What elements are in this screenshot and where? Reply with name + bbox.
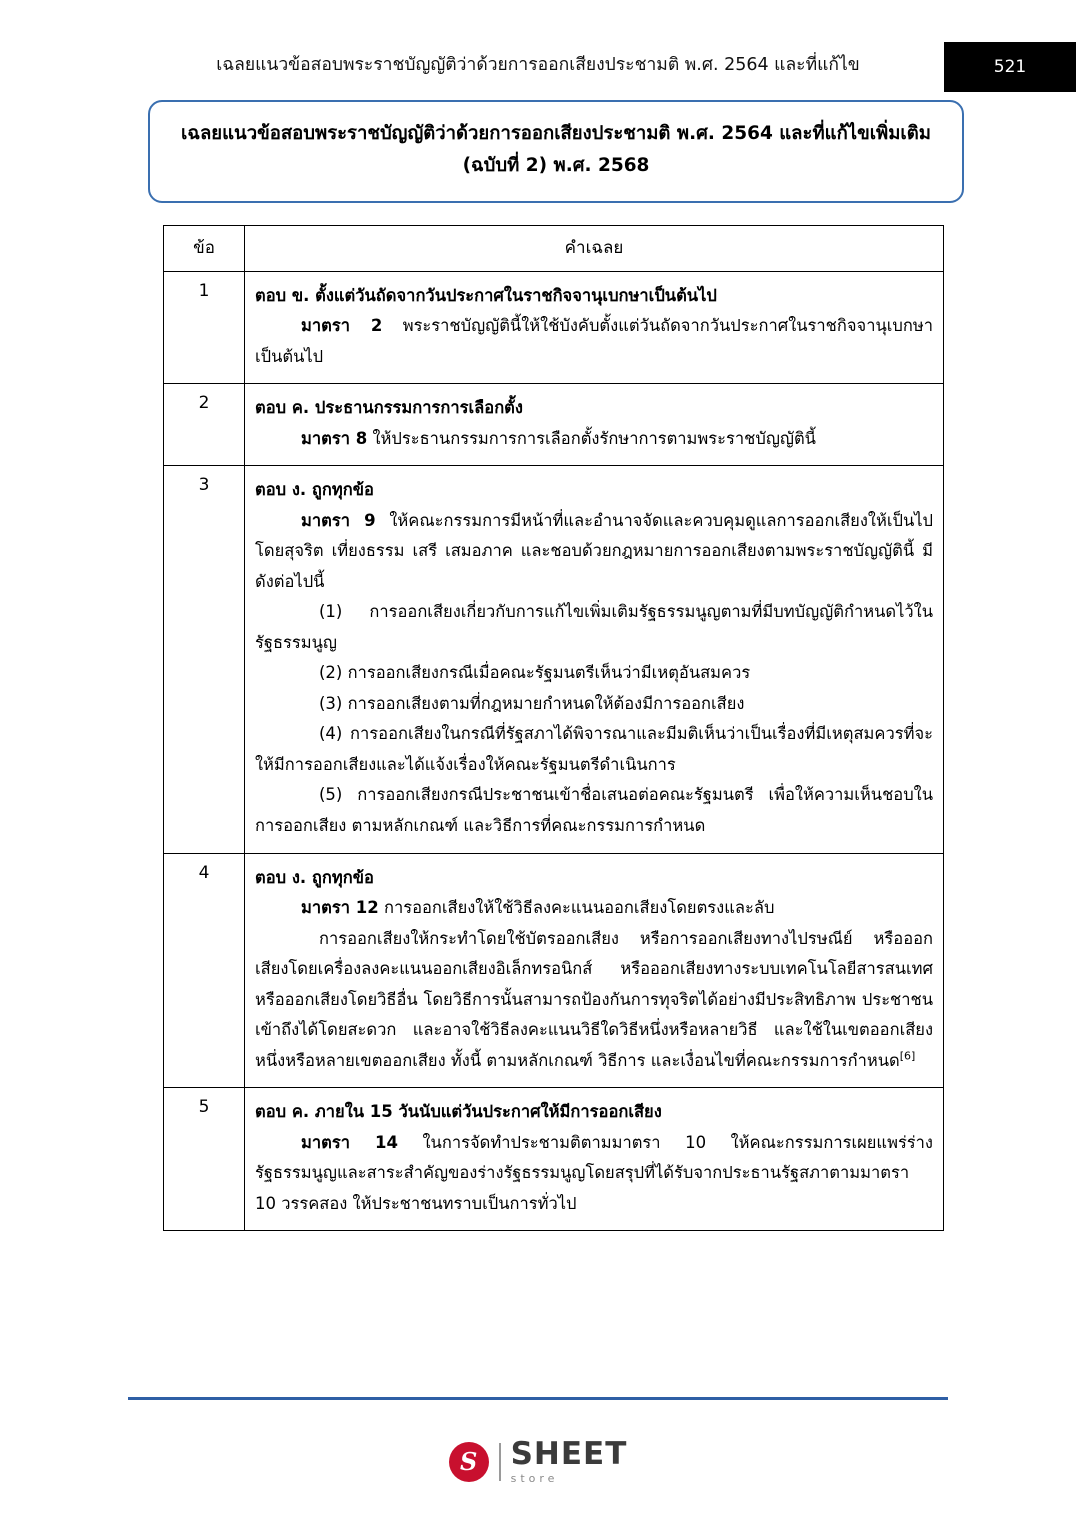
sheet-store-logo-icon: S [449, 1442, 489, 1482]
law-section-label: มาตรา 9 [301, 510, 376, 530]
paragraph-text: (3) การออกเสียงตามที่กฎหมายกำหนดให้ต้องมีการออกเสียง [319, 693, 745, 713]
answer-paragraph [255, 924, 933, 1077]
document-title-line-2: (ฉบับที่ 2) พ.ศ. 2568 [462, 155, 650, 177]
logo-sub-text: store [510, 1472, 559, 1485]
paragraph-text: พระราชบัญญัตินี้ให้ใช้บังคับตั้งแต่วันถัดจากวันประกาศในราชกิจจานุเบกษาเป็นต้นไป [255, 316, 933, 366]
paragraph-text: การออกเสียงให้กระทำโดยใช้บัตรออกเสียง หรือการออกเสียงทางไปรษณีย์ หรือออกเสียงโดยเครื่องลงคะแนนออกเสียงอิเล็กทรอนิกส์ หรือออกเสียงทางระบบเทคโนโลยีสารสนเทศ หรือออกเสียงโดยวิธีอื่น โดยวิธีการนั้นสามารถป้องกันการทุจริตได้อย่างมีประสิทธิภาพ ประชาชนเข้าถึงได้โดยสะดวก และอาจใช้วิธีลงคะแนนวิธีใดวิธีหนึ่งหรือหลายวิธี และใช้ในเขตออกเสียงหนึ่งหรือหลายเขตออกเสียง ทั้งนี้ ตามหลักเกณฑ์ วิธีการ และเงื่อนไขที่คณะกรรมการกำหนด [255, 928, 933, 1070]
answer-paragraph [255, 893, 933, 924]
paragraph-text: (4) การออกเสียงในกรณีที่รัฐสภาได้พิจารณาและมีมติเห็นว่าเป็นเรื่องที่มีเหตุสมควรที่จะให้มีการออกเสียงและได้แจ้งเรื่องให้คณะรัฐมนตรีดำเนินการ [255, 724, 933, 774]
law-section-label: มาตรา 8 [301, 428, 368, 448]
table-row [164, 466, 944, 853]
answer-cell [245, 853, 944, 1088]
footer-logo [0, 1436, 1076, 1485]
paragraph-text: ให้ประธานกรรมการการเลือกตั้งรักษาการตามพระราชบัญญัตินี้ [367, 428, 816, 448]
table-header-row [164, 225, 944, 271]
answer-paragraph [255, 658, 933, 689]
row-number: 5 [164, 1088, 245, 1231]
column-header-no: ข้อ [164, 225, 245, 271]
paragraph-text: (5) การออกเสียงกรณีประชาชนเข้าชื่อเสนอต่อคณะรัฐมนตรี เพื่อให้ความเห็นชอบในการออกเสียง ตามหลักเกณฑ์ และวิธีการที่คณะกรรมการกำหนด [255, 785, 933, 835]
row-number: 4 [164, 853, 245, 1088]
answer-paragraph [255, 1128, 933, 1220]
answer-heading: ตอบ ค. ประธานกรรมการการเลือกตั้ง [255, 398, 523, 418]
answer-paragraph [255, 597, 933, 658]
answer-paragraph [255, 424, 933, 455]
paragraph-text: (2) การออกเสียงกรณีเมื่อคณะรัฐมนตรีเห็นว่ามีเหตุอันสมควร [319, 663, 751, 683]
answer-cell [245, 466, 944, 853]
table-body [164, 271, 944, 1230]
row-number: 1 [164, 271, 245, 384]
answer-heading: ตอบ ง. ถูกทุกข้อ [255, 867, 374, 887]
law-section-label: มาตรา 14 [301, 1132, 398, 1152]
answer-cell [245, 1088, 944, 1231]
answer-heading: ตอบ ค. ภายใน 15 วันนับแต่วันประกาศให้มีการออกเสียง [255, 1102, 662, 1122]
logo-divider [499, 1443, 501, 1481]
answer-cell [245, 384, 944, 466]
document-title-line-1: เฉลยแนวข้อสอบพระราชบัญญัติว่าด้วยการออกเสียงประชามติ พ.ศ. 2564 และที่แก้ไขเพิ่มเติม [181, 123, 931, 144]
logo-main-text: SHEET [510, 1436, 628, 1472]
answer-cell [245, 271, 944, 384]
document-title-box [148, 100, 964, 203]
answer-heading: ตอบ ข. ตั้งแต่วันถัดจากวันประกาศในราชกิจจานุเบกษาเป็นต้นไป [255, 285, 717, 305]
page-number-badge: 521 [944, 42, 1076, 92]
row-number: 3 [164, 466, 245, 853]
answer-paragraph [255, 689, 933, 720]
table-row [164, 853, 944, 1088]
answer-key-table [163, 225, 944, 1231]
answer-paragraph [255, 719, 933, 780]
answer-heading: ตอบ ง. ถูกทุกข้อ [255, 480, 374, 500]
paragraph-text: การออกเสียงให้ใช้วิธีลงคะแนนออกเสียงโดยตรงและลับ [378, 898, 775, 918]
answer-paragraph [255, 311, 933, 372]
table-row [164, 271, 944, 384]
running-header-title: เฉลยแนวข้อสอบพระราชบัญญัติว่าด้วยการออกเสียงประชามติ พ.ศ. 2564 และที่แก้ไข [216, 55, 860, 75]
law-section-label: มาตรา 2 [301, 316, 383, 336]
row-number: 2 [164, 384, 245, 466]
page-header [0, 0, 1076, 77]
answer-paragraph [255, 506, 933, 598]
paragraph-text: ให้คณะกรรมการมีหน้าที่และอำนาจจัดและควบคุมดูแลการออกเสียงให้เป็นไปโดยสุจริต เที่ยงธรรม เสรี เสมอภาค และชอบด้วยกฎหมายการออกเสียงตามพระราชบัญญัตินี้ มีดังต่อไปนี้ [255, 510, 933, 591]
paragraph-text: (1) การออกเสียงเกี่ยวกับการแก้ไขเพิ่มเติมรัฐธรรมนูญตามที่มีบทบัญญัติกำหนดไว้ในรัฐธรรมนูญ [255, 602, 933, 652]
answer-paragraph [255, 780, 933, 841]
column-header-answer: คำเฉลย [245, 225, 944, 271]
footnote-reference: [6] [899, 1049, 916, 1063]
logo-wordmark [510, 1436, 628, 1485]
law-section-label: มาตรา 12 [301, 898, 379, 918]
paragraph-text: ในการจัดทำประชามติตามมาตรา 10 ให้คณะกรรมการเผยแพร่ร่างรัฐธรรมนูญและสาระสำคัญของร่างรัฐธรรมนูญโดยสรุปที่ได้รับจากประธานรัฐสภาตามมาตรา 10 วรรคสอง ให้ประชาชนทราบเป็นการทั่วไป [255, 1132, 933, 1213]
footer-divider [128, 1397, 948, 1400]
table-row [164, 1088, 944, 1231]
table-row [164, 384, 944, 466]
